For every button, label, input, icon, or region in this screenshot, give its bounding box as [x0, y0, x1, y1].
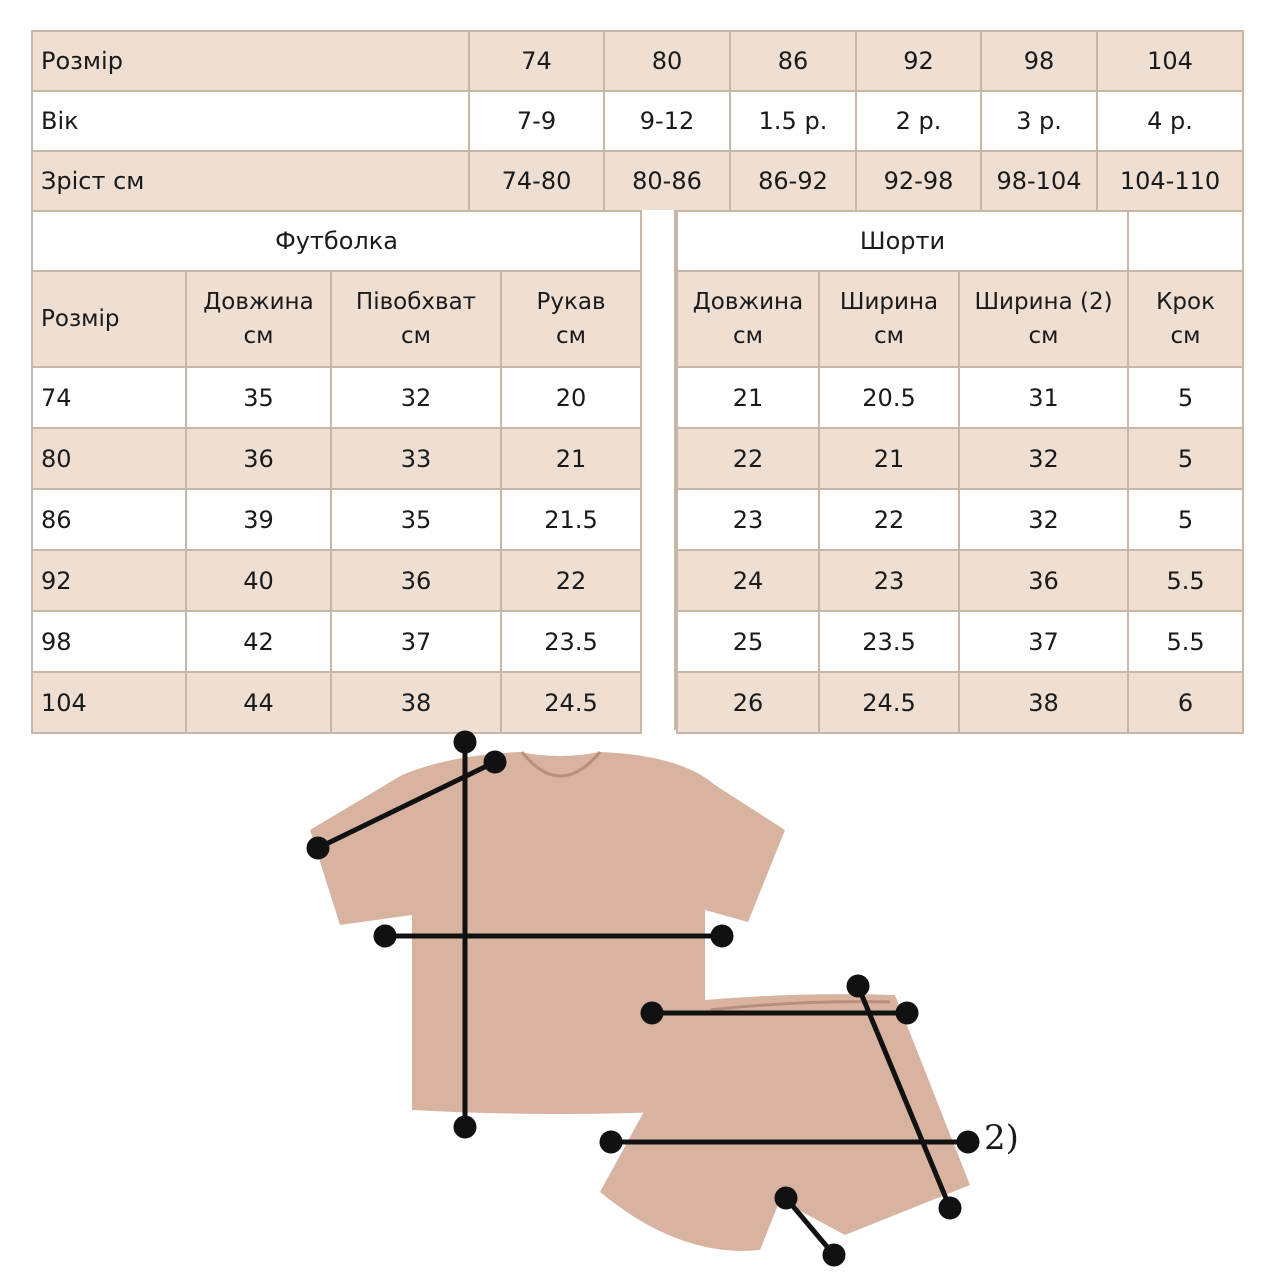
table-cell: 86: [32, 489, 186, 550]
table-cell: 21.5: [501, 489, 641, 550]
table-cell: 23.5: [501, 611, 641, 672]
column-header: Довжина см: [677, 271, 819, 367]
table-row: [677, 672, 1243, 733]
table-cell: 21: [501, 428, 641, 489]
table-cell: 23: [819, 550, 959, 611]
table-cell: 5: [1128, 367, 1243, 428]
table-cell: 44: [186, 672, 331, 733]
shorts-title-row: [677, 211, 1243, 271]
table-cell: 37: [959, 611, 1128, 672]
table-cell: 33: [331, 428, 501, 489]
shorts-measurements-table: [676, 210, 1244, 734]
table-separator: [640, 210, 676, 730]
measure-dot: [777, 1189, 795, 1207]
empty-cell: [1128, 211, 1243, 271]
table-cell: 74-80: [469, 151, 604, 211]
measure-dot: [898, 1004, 916, 1022]
table-row: [32, 611, 641, 672]
table-cell: 22: [501, 550, 641, 611]
table-cell: 36: [186, 428, 331, 489]
table-cell: 5.5: [1128, 550, 1243, 611]
garment-measurement-illustration: [0, 730, 1280, 1280]
table-row: [32, 489, 641, 550]
table-cell: 20.5: [819, 367, 959, 428]
table-cell: 86: [730, 31, 856, 91]
table-cell: 5: [1128, 489, 1243, 550]
table-cell: 32: [959, 489, 1128, 550]
table-cell: 7-9: [469, 91, 604, 151]
measure-dot: [602, 1133, 620, 1151]
shorts-title: Шорти: [677, 211, 1128, 271]
table-cell: 26: [677, 672, 819, 733]
table-cell: 37: [331, 611, 501, 672]
table-cell: 21: [819, 428, 959, 489]
measure-dot: [309, 839, 327, 857]
table-cell: 80: [32, 428, 186, 489]
table-cell: 31: [959, 367, 1128, 428]
table-row: [32, 428, 641, 489]
table-cell: 20: [501, 367, 641, 428]
table-row: [677, 611, 1243, 672]
column-header: Крок см: [1128, 271, 1243, 367]
table-cell: 92: [856, 31, 981, 91]
shorts-header-row: [677, 271, 1243, 367]
table-cell: 25: [677, 611, 819, 672]
table-row: [677, 489, 1243, 550]
tshirt-title: Футболка: [32, 211, 641, 271]
column-header: Ширина см: [819, 271, 959, 367]
table-row: [32, 550, 641, 611]
row-label: Вік: [32, 91, 469, 151]
table-cell: 86-92: [730, 151, 856, 211]
top-table-row: [32, 151, 1243, 211]
table-cell: 98-104: [981, 151, 1097, 211]
table-cell: 22: [819, 489, 959, 550]
table-cell: 40: [186, 550, 331, 611]
measure-dot: [941, 1199, 959, 1217]
table-cell: 3 р.: [981, 91, 1097, 151]
table-cell: 36: [331, 550, 501, 611]
table-cell: 104-110: [1097, 151, 1243, 211]
measure-dot: [849, 977, 867, 995]
tshirt-measurements-table: [31, 210, 642, 734]
column-header: Рукав см: [501, 271, 641, 367]
table-cell: 80: [604, 31, 730, 91]
table-cell: 39: [186, 489, 331, 550]
measure-dot: [959, 1133, 977, 1151]
measure-dot: [376, 927, 394, 945]
table-cell: 24: [677, 550, 819, 611]
table-cell: 1.5 р.: [730, 91, 856, 151]
table-cell: 21: [677, 367, 819, 428]
table-cell: 35: [186, 367, 331, 428]
table-cell: 22: [677, 428, 819, 489]
table-cell: 2 р.: [856, 91, 981, 151]
column-header: Розмір: [32, 271, 186, 367]
table-cell: 98: [32, 611, 186, 672]
table-row: [677, 550, 1243, 611]
table-cell: 32: [959, 428, 1128, 489]
column-header: Півобхват см: [331, 271, 501, 367]
measure-dot: [486, 753, 504, 771]
column-header: Ширина (2) см: [959, 271, 1128, 367]
column-header: Довжина см: [186, 271, 331, 367]
top-table-row: [32, 91, 1243, 151]
table-cell: 6: [1128, 672, 1243, 733]
table-row: [677, 428, 1243, 489]
table-cell: 4 р.: [1097, 91, 1243, 151]
table-row: [32, 367, 641, 428]
table-cell: 42: [186, 611, 331, 672]
table-cell: 9-12: [604, 91, 730, 151]
table-cell: 74: [469, 31, 604, 91]
table-cell: 80-86: [604, 151, 730, 211]
table-cell: 38: [331, 672, 501, 733]
table-cell: 5: [1128, 428, 1243, 489]
table-cell: 24.5: [501, 672, 641, 733]
top-table-row: [32, 31, 1243, 91]
table-cell: 92-98: [856, 151, 981, 211]
table-cell: 104: [32, 672, 186, 733]
width-2-marker-label: 2): [984, 1118, 1019, 1158]
table-cell: 35: [331, 489, 501, 550]
table-cell: 24.5: [819, 672, 959, 733]
measure-dot: [643, 1004, 661, 1022]
measure-dot: [825, 1246, 843, 1264]
row-label: Розмір: [32, 31, 469, 91]
size-age-height-table: [31, 30, 1244, 212]
table-cell: 92: [32, 550, 186, 611]
measure-dot: [456, 733, 474, 751]
tshirt-header-row: [32, 271, 641, 367]
table-cell: 74: [32, 367, 186, 428]
table-cell: 23: [677, 489, 819, 550]
table-cell: 23.5: [819, 611, 959, 672]
table-cell: 104: [1097, 31, 1243, 91]
tshirt-title-row: [32, 211, 641, 271]
table-cell: 98: [981, 31, 1097, 91]
table-cell: 32: [331, 367, 501, 428]
table-cell: 5.5: [1128, 611, 1243, 672]
table-row: [32, 672, 641, 733]
table-cell: 38: [959, 672, 1128, 733]
measure-dot: [713, 927, 731, 945]
table-cell: 36: [959, 550, 1128, 611]
row-label: Зріст см: [32, 151, 469, 211]
measure-dot: [456, 1118, 474, 1136]
table-row: [677, 367, 1243, 428]
